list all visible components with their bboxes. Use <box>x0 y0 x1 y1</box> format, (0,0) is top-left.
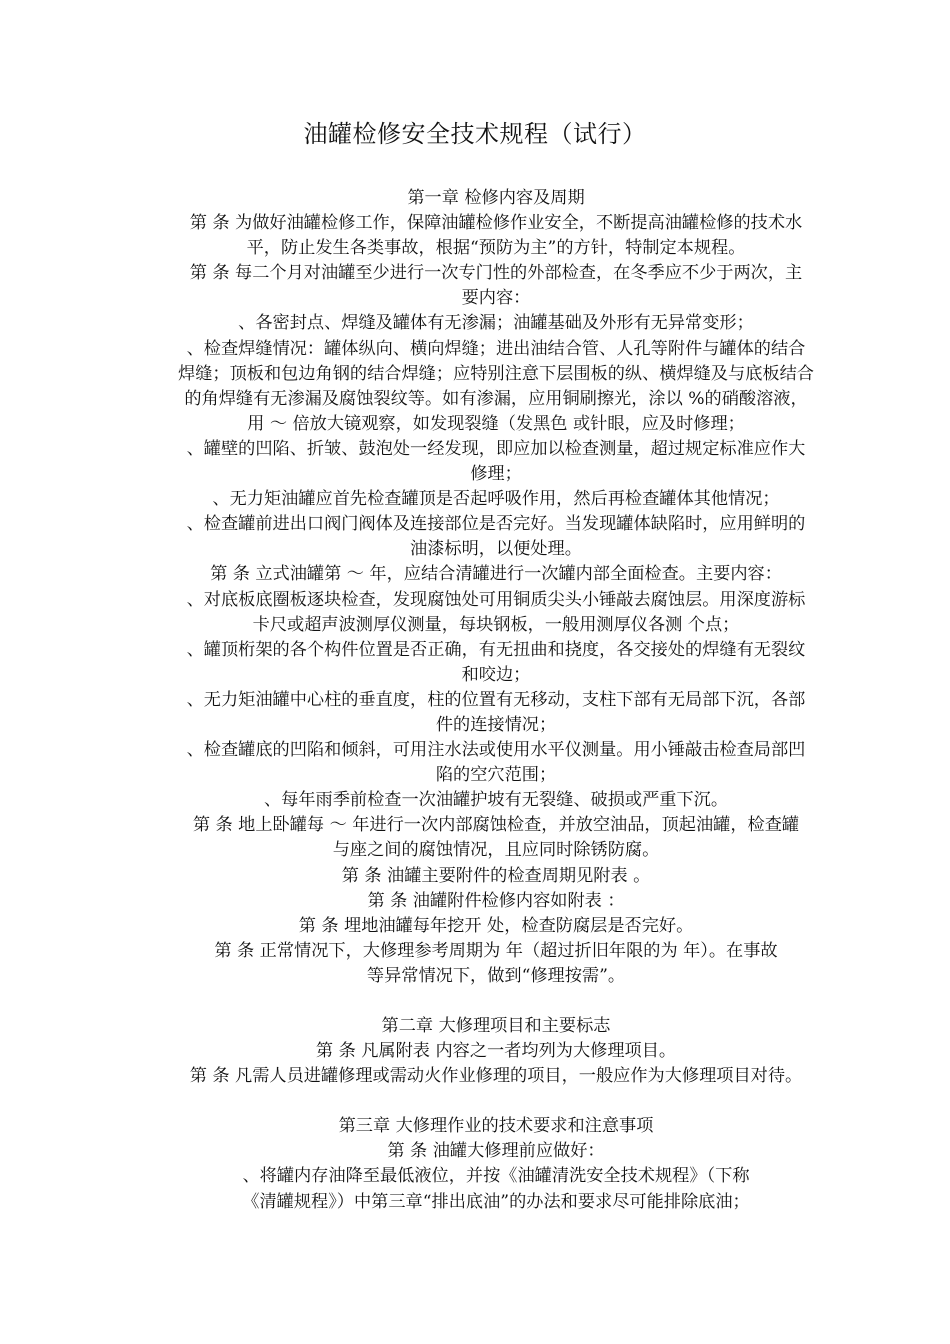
text-line: 第 条 油罐主要附件的检查周期见附表 。 <box>341 865 651 886</box>
text-line: 与座之间的腐蚀情况，且应同时除锈防腐。 <box>332 840 660 861</box>
text-line: 油漆标明，以便处理。 <box>410 539 582 560</box>
section-gap <box>140 989 852 1014</box>
text-line: 、对底板底圈板逐块检查，发现腐蚀处可用铜质尖头小锤敲去腐蚀层。用深度游标 <box>186 589 806 610</box>
text-line: 第 条 立式油罐第 ～ 年，应结合清罐进行一次罐内部全面检查。主要内容： <box>210 564 782 585</box>
text-line: 修理； <box>470 464 522 485</box>
chapter-heading: 第二章 大修理项目和主要标志 <box>381 1016 611 1036</box>
text-line: 、各密封点、焊缝及罐体有无渗漏；油罐基础及外形有无异常变形； <box>238 313 754 334</box>
text-line: 第 条 正常情况下，大修理参考周期为 年（超过折旧年限的为 年）。在事故 <box>214 940 778 961</box>
text-line: 、罐壁的凹陷、折皱、鼓泡处一经发现，即应加以检查测量，超过规定标准应作大 <box>186 438 806 459</box>
chapter3-lines <box>140 1139 852 1214</box>
text-line: 第 条 油罐附件检修内容如附表 ： <box>367 890 625 911</box>
text-line: 平，防止发生各类事故，根据“预防为主”的方针，特制定本规程。 <box>246 238 746 259</box>
section-gap <box>140 1089 852 1114</box>
text-line: 、检查罐前进出口阀门阀体及连接部位是否完好。当发现罐体缺陷时，应用鲜明的 <box>186 514 806 535</box>
text-line: 、检查焊缝情况：罐体纵向、横向焊缝；进出油结合管、人孔等附件与罐体的结合 <box>186 338 806 359</box>
chapter-heading: 第一章 检修内容及周期 <box>407 188 585 208</box>
text-line: 《清罐规程》）中第三章“排出底油”的办法和要求尽可能排除底油； <box>242 1191 750 1212</box>
text-line: 用 ～ 倍放大镜观察，如发现裂缝（发黑色 或针眼，应及时修理； <box>247 413 745 434</box>
text-line: 卡尺或超声波测厚仪测量，每块钢板，一般用测厚仪各测 个点； <box>252 614 740 635</box>
text-line: 、罐顶桁架的各个构件位置是否正确，有无扭曲和挠度，各交接处的焊缝有无裂纹 <box>186 639 806 660</box>
text-line: 要内容： <box>461 288 531 309</box>
document-title: 油罐检修安全技术规程（试行） <box>303 120 647 148</box>
text-line: 第 条 凡需人员进罐修理或需动火作业修理的项目，一般应作为大修理项目对待。 <box>189 1066 803 1087</box>
text-line: 第 条 为做好油罐检修工作，保障油罐检修作业安全，不断提高油罐检修的技术水 <box>189 213 803 234</box>
text-line: 的角焊缝有无渗漏及腐蚀裂纹等。如有渗漏，应用铜刷擦光，涂以 %的硝酸溶液， <box>184 388 808 409</box>
text-line: 第 条 油罐大修理前应做好： <box>387 1141 605 1162</box>
text-line: 陷的空穴范围； <box>435 765 557 786</box>
text-line: 第 条 凡属附表 内容之一者均列为大修理项目。 <box>315 1041 677 1062</box>
text-line: 、无力矩油罐应首先检查罐顶是否起呼吸作用，然后再检查罐体其他情况； <box>212 489 780 510</box>
text-line: 、将罐内存油降至最低液位，并按《油罐清洗安全技术规程》（下称 <box>242 1166 750 1187</box>
text-line: 件的连接情况； <box>435 714 557 735</box>
text-line: 等异常情况下，做到“修理按需”。 <box>366 965 626 986</box>
chapter1-lines <box>140 211 852 989</box>
text-line: 第 条 每二个月对油罐至少进行一次专门性的外部检查，在冬季应不少于两次，主 <box>189 263 803 284</box>
text-line: 、检查罐底的凹陷和倾斜，可用注水法或使用水平仪测量。用小锤敲击检查局部凹 <box>186 740 806 761</box>
chapter2-lines <box>140 1039 852 1089</box>
text-line: 、无力矩油罐中心柱的垂直度，柱的位置有无移动，支柱下部有无局部下沉，各部 <box>186 689 806 710</box>
text-line: 第 条 埋地油罐每年挖开 处，检查防腐层是否完好。 <box>298 915 694 936</box>
text-line: 和咬边； <box>461 664 531 685</box>
text-line: 焊缝；顶板和包边角钢的结合焊缝；应特别注意下层围板的纵、横焊缝及与底板结合 <box>178 363 814 384</box>
text-line: 第 条 地上卧罐每 ～ 年进行一次内部腐蚀检查，并放空油品，顶起油罐，检查罐 <box>192 815 800 836</box>
text-line: 、每年雨季前检查一次油罐护坡有无裂缝、破损或严重下沉。 <box>263 790 729 811</box>
chapter-heading: 第三章 大修理作业的技术要求和注意事项 <box>338 1116 654 1137</box>
document-body <box>140 186 852 1215</box>
